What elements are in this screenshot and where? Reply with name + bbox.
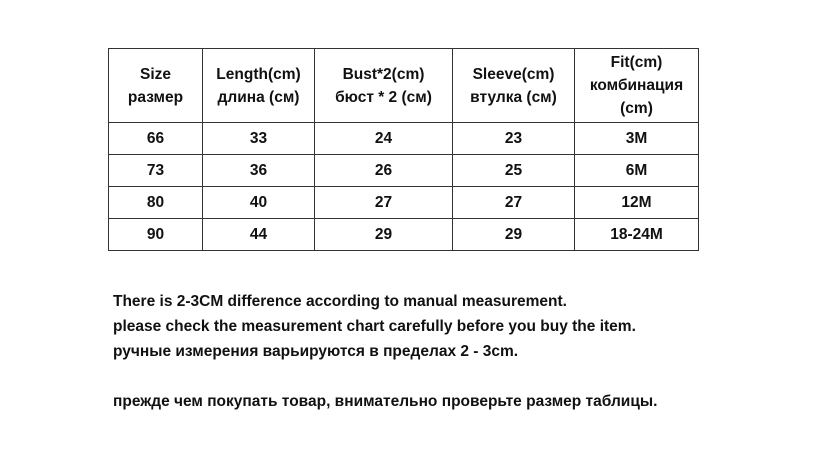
note-check-chart: please check the measurement chart carefully before you buy the item. [113, 318, 636, 335]
table-row [109, 155, 699, 187]
note-manual-measurement-ru: ручные измерения варьируются в пределах 2 - 3cm. [113, 343, 519, 360]
header-bust: Bust*2(cm) бюст * 2 (см) [315, 49, 453, 123]
cell-size: 66 [109, 123, 203, 155]
cell-fit: 6M [575, 155, 699, 187]
table-row [109, 219, 699, 251]
measurement-notes [113, 289, 813, 414]
cell-sleeve: 25 [453, 155, 575, 187]
note-difference: There is 2-3CM difference according to manual measurement. [113, 293, 567, 310]
cell-bust: 24 [315, 123, 453, 155]
cell-fit: 18-24M [575, 219, 699, 251]
cell-sleeve: 27 [453, 187, 575, 219]
cell-bust: 26 [315, 155, 453, 187]
cell-sleeve: 29 [453, 219, 575, 251]
header-size: Size размер [109, 49, 203, 123]
cell-sleeve: 23 [453, 123, 575, 155]
cell-size: 90 [109, 219, 203, 251]
table-row [109, 123, 699, 155]
size-chart-table [108, 48, 699, 251]
cell-length: 33 [203, 123, 315, 155]
cell-size: 80 [109, 187, 203, 219]
cell-fit: 3M [575, 123, 699, 155]
cell-length: 44 [203, 219, 315, 251]
cell-bust: 27 [315, 187, 453, 219]
table-row [109, 187, 699, 219]
note-check-size-ru: прежде чем покупать товар, внимательно проверьте размер таблицы. [113, 393, 658, 410]
header-sleeve: Sleeve(cm) втулка (см) [453, 49, 575, 123]
cell-fit: 12M [575, 187, 699, 219]
cell-length: 36 [203, 155, 315, 187]
header-length: Length(cm) длина (см) [203, 49, 315, 123]
header-fit: Fit(cm) комбинация (cm) [575, 49, 699, 123]
cell-length: 40 [203, 187, 315, 219]
cell-bust: 29 [315, 219, 453, 251]
cell-size: 73 [109, 155, 203, 187]
table-header-row [109, 49, 699, 123]
